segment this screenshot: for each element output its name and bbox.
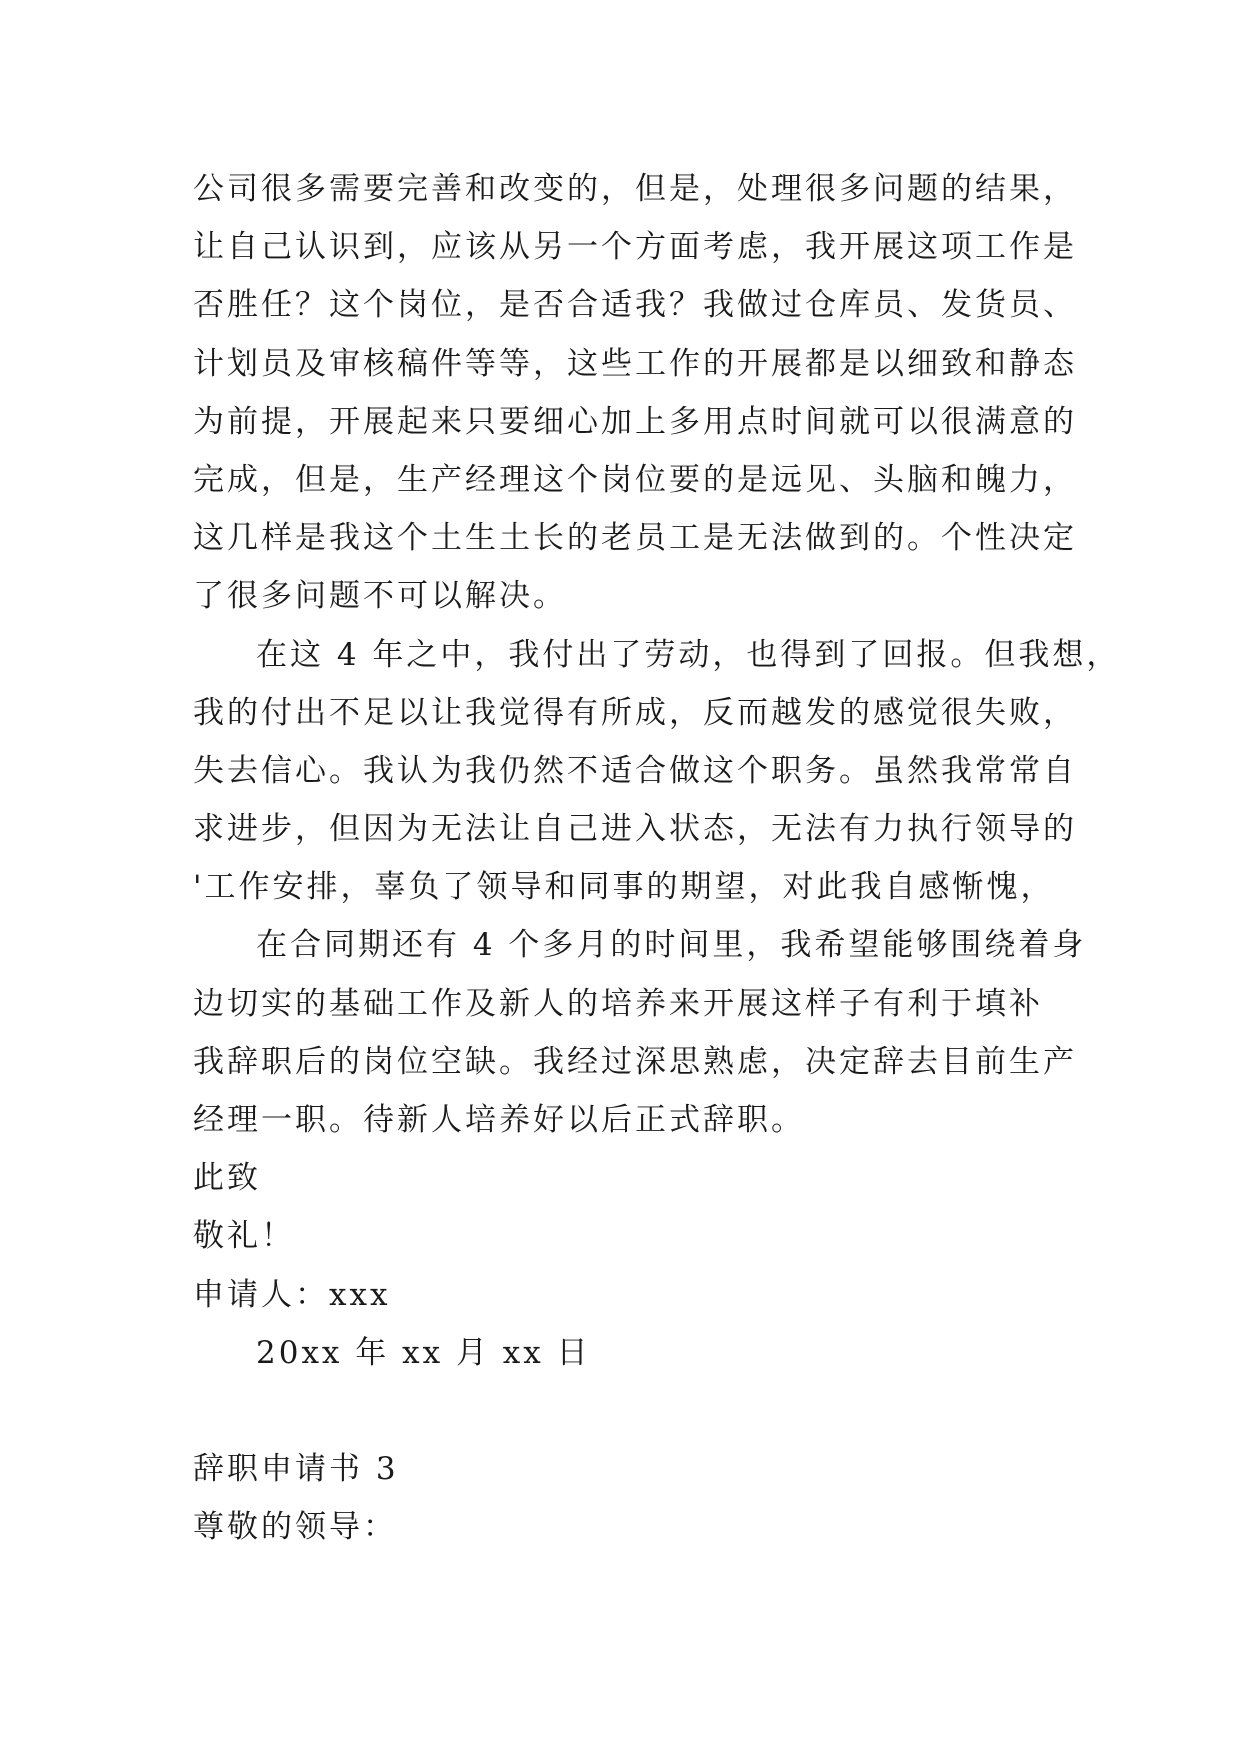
paragraph-3 xyxy=(193,916,1087,1149)
paragraph-line: 这几样是我这个土生土长的老员工是无法做到的。个性决定 xyxy=(193,520,1077,557)
letter-date: 20xx 年 xx 月 xx 日 xyxy=(256,1334,591,1371)
next-letter-salutation: 尊敬的领导： xyxy=(193,1509,397,1546)
paragraph-line: 我辞职后的岗位空缺。我经过深思熟虑，决定辞去目前生产 xyxy=(193,1043,1077,1080)
paragraph-line: 我的付出不足以让我觉得有所成，反而越发的感觉很失败， xyxy=(193,694,1077,731)
paragraph-line: 完成，但是，生产经理这个岗位要的是远见、头脑和魄力， xyxy=(193,461,1077,498)
paragraph-2 xyxy=(193,626,1121,917)
document-body xyxy=(193,160,1121,1557)
paragraph-line: 让自己认识到，应该从另一个方面考虑，我开展这项工作是 xyxy=(193,229,1077,266)
paragraph-line: 否胜任？这个岗位，是否合适我？我做过仓库员、发货员、 xyxy=(193,287,1077,324)
paragraph-1 xyxy=(193,160,1077,626)
paragraph-line: 在合同期还有 4 个多月的时间里，我希望能够围绕着身 xyxy=(256,927,1087,964)
paragraph-line: 为前提，开展起来只要细心加上多用点时间就可以很满意的 xyxy=(193,403,1077,440)
paragraph-line: 经理一职。待新人培养好以后正式辞职。 xyxy=(193,1102,805,1138)
paragraph-line: 边切实的基础工作及新人的培养来开展这样子有利于填补 xyxy=(193,985,1043,1022)
paragraph-line: 计划员及审核稿件等等，这些工作的开展都是以细致和静态 xyxy=(193,345,1077,382)
paragraph-line: '工作安排，辜负了领导和同事的期望，对此我自感惭愧， xyxy=(193,869,1055,906)
next-letter-title: 辞职申请书 3 xyxy=(193,1451,399,1488)
closing-salutation: 此致 xyxy=(193,1160,261,1197)
paragraph-line: 公司很多需要完善和改变的，但是，处理很多问题的结果， xyxy=(193,171,1077,207)
paragraph-line: 了很多问题不可以解决。 xyxy=(193,578,567,615)
paragraph-line: 求进步，但因为无法让自己进入状态，无法有力执行领导的 xyxy=(193,811,1077,848)
paragraph-line: 失去信心。我认为我仍然不适合做这个职务。虽然我常常自 xyxy=(193,752,1077,789)
section-spacer xyxy=(193,1382,1073,1440)
paragraph-line: 在这 4 年之中，我付出了劳动，也得到了回报。但我想， xyxy=(256,636,1121,673)
closing-regards: 敬礼！ xyxy=(193,1218,295,1255)
applicant-signature: 申请人：xxx xyxy=(193,1276,391,1313)
